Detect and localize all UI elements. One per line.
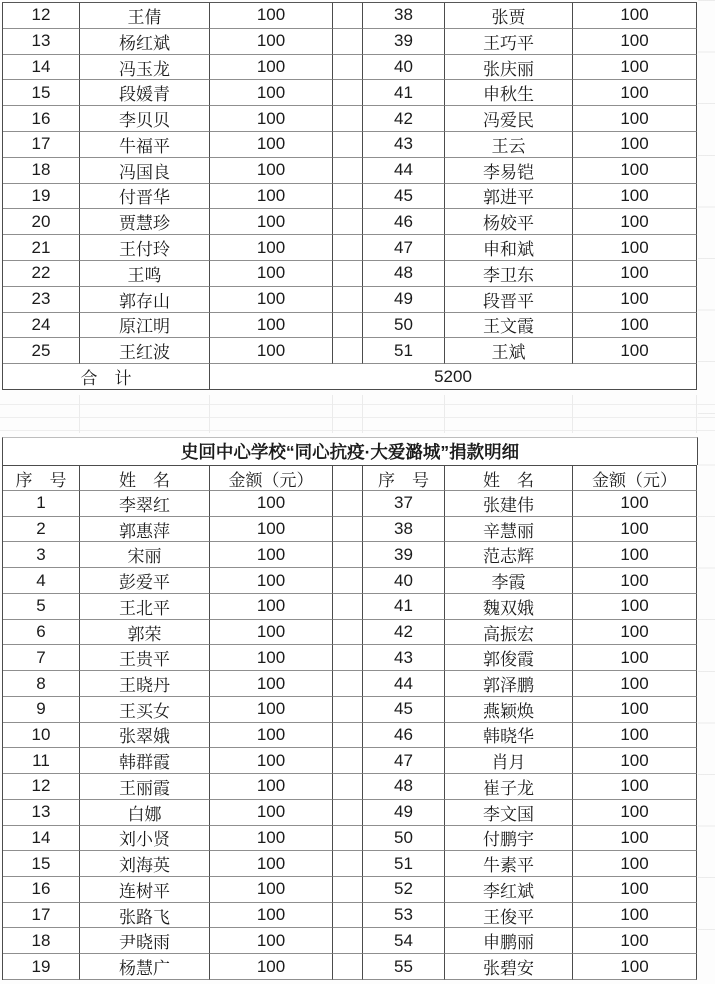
serial-cell-right: 54 [363, 928, 445, 954]
amount-cell-left: 100 [210, 132, 333, 158]
column-gap-cell [333, 620, 363, 646]
amount-cell-right: 100 [573, 954, 697, 980]
amount-cell-left: 100 [210, 209, 333, 235]
column-gap-cell [333, 80, 363, 106]
column-gap-cell [333, 877, 363, 903]
name-cell-right: 王斌 [445, 338, 573, 364]
amount-cell-right: 100 [573, 80, 697, 106]
serial-cell-left: 12 [3, 3, 80, 29]
donation-table-top [2, 2, 697, 390]
right-margin-strip [698, 0, 715, 984]
serial-cell-right: 38 [363, 517, 445, 543]
serial-cell-right: 40 [363, 55, 445, 81]
name-cell-left: 李翠红 [80, 491, 210, 517]
amount-cell-left: 100 [210, 645, 333, 671]
name-cell-left: 郭惠萍 [80, 517, 210, 543]
faint-gridline [444, 395, 445, 433]
serial-cell-left: 16 [3, 106, 80, 132]
serial-cell-left: 2 [3, 517, 80, 543]
serial-cell-right: 43 [363, 132, 445, 158]
column-gap-cell [333, 774, 363, 800]
serial-cell-right: 51 [363, 851, 445, 877]
amount-cell-left: 100 [210, 106, 333, 132]
serial-cell-left: 3 [3, 542, 80, 568]
amount-cell-right: 100 [573, 697, 697, 723]
header-name-right: 姓 名 [445, 465, 573, 491]
amount-cell-left: 100 [210, 338, 333, 364]
serial-cell-left: 25 [3, 338, 80, 364]
amount-cell-right: 100 [573, 620, 697, 646]
amount-cell-left: 100 [210, 748, 333, 774]
table-row [3, 620, 697, 646]
name-cell-right: 王巧平 [445, 29, 573, 55]
table-row [3, 55, 697, 81]
name-cell-left: 郭荣 [80, 620, 210, 646]
column-gap-cell [333, 826, 363, 852]
table-row [3, 261, 697, 287]
serial-cell-left: 10 [3, 723, 80, 749]
serial-cell-right: 40 [363, 568, 445, 594]
serial-cell-right: 44 [363, 158, 445, 184]
name-cell-right: 李卫东 [445, 261, 573, 287]
name-cell-left: 付晋华 [80, 184, 210, 210]
table-row [3, 3, 697, 29]
name-cell-right: 韩晓华 [445, 723, 573, 749]
amount-cell-left: 100 [210, 29, 333, 55]
amount-cell-right: 100 [573, 106, 697, 132]
amount-cell-right: 100 [573, 928, 697, 954]
table-row [3, 723, 697, 749]
donation-table-bottom-body [3, 491, 697, 980]
amount-cell-left: 100 [210, 158, 333, 184]
serial-cell-right: 43 [363, 645, 445, 671]
header-gap-cell [333, 465, 363, 491]
name-cell-right: 李易铠 [445, 158, 573, 184]
serial-cell-left: 12 [3, 774, 80, 800]
table-row [3, 697, 697, 723]
amount-cell-left: 100 [210, 826, 333, 852]
amount-cell-right: 100 [573, 184, 697, 210]
name-cell-left: 张路飞 [80, 903, 210, 929]
amount-cell-left: 100 [210, 723, 333, 749]
amount-cell-right: 100 [573, 235, 697, 261]
amount-cell-right: 100 [573, 313, 697, 339]
table-row [3, 235, 697, 261]
column-gap-cell [333, 313, 363, 339]
amount-cell-right: 100 [573, 671, 697, 697]
serial-cell-right: 41 [363, 80, 445, 106]
table-title: 史回中心学校“同心抗疫·大爱潞城”捐款明细 [2, 437, 698, 465]
amount-cell-left: 100 [210, 620, 333, 646]
header-serial-right: 序 号 [363, 465, 445, 491]
table-row [3, 80, 697, 106]
serial-cell-right: 41 [363, 594, 445, 620]
column-gap-cell [333, 723, 363, 749]
name-cell-left: 宋丽 [80, 542, 210, 568]
table-row [3, 594, 697, 620]
column-gap-cell [333, 671, 363, 697]
donation-table-top-body [3, 3, 697, 364]
amount-cell-left: 100 [210, 517, 333, 543]
name-cell-left: 王丽霞 [80, 774, 210, 800]
amount-cell-left: 100 [210, 800, 333, 826]
serial-cell-left: 14 [3, 826, 80, 852]
table-row [3, 184, 697, 210]
table-row [3, 645, 697, 671]
between-tables-band [0, 391, 715, 437]
serial-cell-left: 6 [3, 620, 80, 646]
name-cell-left: 王北平 [80, 594, 210, 620]
table-row [3, 313, 697, 339]
serial-cell-right: 49 [363, 800, 445, 826]
amount-cell-right: 100 [573, 517, 697, 543]
table-row [3, 338, 697, 364]
amount-cell-right: 100 [573, 261, 697, 287]
serial-cell-left: 24 [3, 313, 80, 339]
amount-cell-left: 100 [210, 235, 333, 261]
table-row [3, 671, 697, 697]
serial-cell-left: 14 [3, 55, 80, 81]
name-cell-right: 申和斌 [445, 235, 573, 261]
serial-cell-right: 47 [363, 235, 445, 261]
serial-cell-right: 46 [363, 723, 445, 749]
serial-cell-right: 44 [363, 671, 445, 697]
column-gap-cell [333, 29, 363, 55]
name-cell-right: 李霞 [445, 568, 573, 594]
amount-cell-right: 100 [573, 338, 697, 364]
faint-gridline [332, 395, 333, 433]
name-cell-left: 原江明 [80, 313, 210, 339]
name-cell-right: 付鹏宇 [445, 826, 573, 852]
table-row [3, 491, 697, 517]
name-cell-left: 王付玲 [80, 235, 210, 261]
serial-cell-right: 50 [363, 313, 445, 339]
table-row [3, 748, 697, 774]
serial-cell-right: 47 [363, 748, 445, 774]
name-cell-right: 张庆丽 [445, 55, 573, 81]
amount-cell-left: 100 [210, 903, 333, 929]
amount-cell-right: 100 [573, 903, 697, 929]
name-cell-left: 王倩 [80, 3, 210, 29]
table-row [3, 106, 697, 132]
name-cell-left: 连树平 [80, 877, 210, 903]
amount-cell-right: 100 [573, 826, 697, 852]
table-row [3, 29, 697, 55]
column-gap-cell [333, 287, 363, 313]
name-cell-right: 牛素平 [445, 851, 573, 877]
serial-cell-left: 18 [3, 928, 80, 954]
column-gap-cell [333, 903, 363, 929]
table-row [3, 287, 697, 313]
serial-cell-left: 5 [3, 594, 80, 620]
name-cell-left: 刘小贤 [80, 826, 210, 852]
amount-cell-left: 100 [210, 671, 333, 697]
serial-cell-left: 8 [3, 671, 80, 697]
amount-cell-right: 100 [573, 568, 697, 594]
amount-cell-right: 100 [573, 491, 697, 517]
faint-gridline [0, 430, 715, 431]
serial-cell-left: 15 [3, 851, 80, 877]
serial-cell-right: 45 [363, 184, 445, 210]
amount-cell-left: 100 [210, 568, 333, 594]
column-gap-cell [333, 928, 363, 954]
header-amount-right: 金额（元） [573, 465, 697, 491]
table-row [3, 954, 697, 980]
column-gap-cell [333, 184, 363, 210]
amount-cell-left: 100 [210, 3, 333, 29]
amount-cell-right: 100 [573, 55, 697, 81]
table-row [3, 132, 697, 158]
name-cell-left: 尹晓雨 [80, 928, 210, 954]
amount-cell-right: 100 [573, 542, 697, 568]
name-cell-right: 燕颖焕 [445, 697, 573, 723]
table-row [3, 568, 697, 594]
amount-cell-left: 100 [210, 55, 333, 81]
name-cell-left: 郭存山 [80, 287, 210, 313]
name-cell-right: 魏双娥 [445, 594, 573, 620]
name-cell-right: 崔子龙 [445, 774, 573, 800]
serial-cell-left: 22 [3, 261, 80, 287]
serial-cell-left: 15 [3, 80, 80, 106]
name-cell-left: 刘海英 [80, 851, 210, 877]
amount-cell-left: 100 [210, 261, 333, 287]
faint-gridline [362, 395, 363, 433]
serial-cell-right: 49 [363, 287, 445, 313]
serial-cell-right: 46 [363, 209, 445, 235]
name-cell-left: 杨慧广 [80, 954, 210, 980]
column-gap-cell [333, 568, 363, 594]
serial-cell-left: 18 [3, 158, 80, 184]
column-gap-cell [333, 158, 363, 184]
faint-gridline [0, 404, 715, 405]
amount-cell-right: 100 [573, 851, 697, 877]
column-gap-cell [333, 55, 363, 81]
serial-cell-right: 53 [363, 903, 445, 929]
serial-cell-left: 11 [3, 748, 80, 774]
amount-cell-right: 100 [573, 287, 697, 313]
name-cell-left: 王晓丹 [80, 671, 210, 697]
amount-cell-left: 100 [210, 313, 333, 339]
amount-cell-left: 100 [210, 697, 333, 723]
faint-gridline [696, 395, 697, 433]
header-row [3, 465, 697, 491]
serial-cell-right: 51 [363, 338, 445, 364]
column-gap-cell [333, 645, 363, 671]
name-cell-right: 张建伟 [445, 491, 573, 517]
amount-cell-right: 100 [573, 723, 697, 749]
name-cell-left: 彭爱平 [80, 568, 210, 594]
name-cell-left: 王红波 [80, 338, 210, 364]
name-cell-left: 张翠娥 [80, 723, 210, 749]
column-gap-cell [333, 491, 363, 517]
column-gap-cell [333, 697, 363, 723]
serial-cell-right: 37 [363, 491, 445, 517]
serial-cell-right: 39 [363, 29, 445, 55]
donation-table-bottom [2, 465, 697, 980]
column-gap-cell [333, 132, 363, 158]
name-cell-right: 申秋生 [445, 80, 573, 106]
serial-cell-right: 38 [363, 3, 445, 29]
amount-cell-right: 100 [573, 774, 697, 800]
column-gap-cell [333, 954, 363, 980]
table-row [3, 542, 697, 568]
serial-cell-left: 4 [3, 568, 80, 594]
name-cell-left: 韩群霞 [80, 748, 210, 774]
amount-cell-right: 100 [573, 3, 697, 29]
serial-cell-left: 9 [3, 697, 80, 723]
amount-cell-right: 100 [573, 29, 697, 55]
serial-cell-left: 13 [3, 29, 80, 55]
serial-cell-right: 48 [363, 774, 445, 800]
column-gap-cell [333, 261, 363, 287]
serial-cell-right: 52 [363, 877, 445, 903]
name-cell-left: 白娜 [80, 800, 210, 826]
amount-cell-left: 100 [210, 594, 333, 620]
serial-cell-left: 7 [3, 645, 80, 671]
total-value-cell: 5200 [210, 364, 697, 390]
table-row [3, 209, 697, 235]
amount-cell-right: 100 [573, 158, 697, 184]
amount-cell-right: 100 [573, 877, 697, 903]
serial-cell-right: 45 [363, 697, 445, 723]
amount-cell-left: 100 [210, 491, 333, 517]
amount-cell-right: 100 [573, 748, 697, 774]
serial-cell-left: 19 [3, 954, 80, 980]
serial-cell-left: 17 [3, 132, 80, 158]
name-cell-right: 王云 [445, 132, 573, 158]
table-row [3, 800, 697, 826]
column-gap-cell [333, 3, 363, 29]
column-gap-cell [333, 517, 363, 543]
amount-cell-left: 100 [210, 774, 333, 800]
serial-cell-left: 20 [3, 209, 80, 235]
serial-cell-right: 39 [363, 542, 445, 568]
table-row [3, 517, 697, 543]
name-cell-right: 李红斌 [445, 877, 573, 903]
name-cell-left: 王鸣 [80, 261, 210, 287]
serial-cell-left: 23 [3, 287, 80, 313]
name-cell-right: 王文霞 [445, 313, 573, 339]
faint-gridline [0, 417, 715, 418]
amount-cell-right: 100 [573, 645, 697, 671]
name-cell-right: 郭进平 [445, 184, 573, 210]
amount-cell-left: 100 [210, 877, 333, 903]
name-cell-left: 王贵平 [80, 645, 210, 671]
serial-cell-left: 17 [3, 903, 80, 929]
serial-cell-left: 16 [3, 877, 80, 903]
column-gap-cell [333, 800, 363, 826]
name-cell-right: 杨姣平 [445, 209, 573, 235]
name-cell-right: 郭俊霞 [445, 645, 573, 671]
column-gap-cell [333, 209, 363, 235]
amount-cell-left: 100 [210, 184, 333, 210]
serial-cell-right: 55 [363, 954, 445, 980]
amount-cell-right: 100 [573, 594, 697, 620]
amount-cell-left: 100 [210, 928, 333, 954]
total-row [3, 364, 697, 390]
column-gap-cell [333, 338, 363, 364]
amount-cell-right: 100 [573, 132, 697, 158]
table-row [3, 158, 697, 184]
name-cell-left: 杨红斌 [80, 29, 210, 55]
name-cell-left: 冯玉龙 [80, 55, 210, 81]
amount-cell-left: 100 [210, 954, 333, 980]
table-row [3, 903, 697, 929]
name-cell-left: 李贝贝 [80, 106, 210, 132]
column-gap-cell [333, 748, 363, 774]
name-cell-right: 张贾 [445, 3, 573, 29]
name-cell-right: 段晋平 [445, 287, 573, 313]
faint-gridline [572, 395, 573, 433]
table-row [3, 826, 697, 852]
header-name-left: 姓 名 [80, 465, 210, 491]
name-cell-left: 王买女 [80, 697, 210, 723]
name-cell-right: 冯爱民 [445, 106, 573, 132]
name-cell-right: 肖月 [445, 748, 573, 774]
serial-cell-left: 19 [3, 184, 80, 210]
serial-cell-left: 13 [3, 800, 80, 826]
name-cell-right: 高振宏 [445, 620, 573, 646]
name-cell-left: 贾慧珍 [80, 209, 210, 235]
table-row [3, 774, 697, 800]
amount-cell-left: 100 [210, 542, 333, 568]
serial-cell-left: 21 [3, 235, 80, 261]
table-row [3, 851, 697, 877]
name-cell-left: 冯国良 [80, 158, 210, 184]
name-cell-right: 范志辉 [445, 542, 573, 568]
serial-cell-right: 50 [363, 826, 445, 852]
column-gap-cell [333, 106, 363, 132]
header-amount-left: 金额（元） [210, 465, 333, 491]
amount-cell-right: 100 [573, 209, 697, 235]
table-row [3, 877, 697, 903]
column-gap-cell [333, 851, 363, 877]
faint-gridline [79, 395, 80, 433]
name-cell-right: 申鹏丽 [445, 928, 573, 954]
name-cell-right: 辛慧丽 [445, 517, 573, 543]
table-row [3, 928, 697, 954]
name-cell-left: 段媛青 [80, 80, 210, 106]
faint-gridline [209, 395, 210, 433]
name-cell-left: 牛福平 [80, 132, 210, 158]
column-gap-cell [333, 594, 363, 620]
total-label-cell: 合 计 [3, 364, 210, 390]
amount-cell-left: 100 [210, 80, 333, 106]
header-serial-left: 序 号 [3, 465, 80, 491]
amount-cell-left: 100 [210, 287, 333, 313]
amount-cell-left: 100 [210, 851, 333, 877]
serial-cell-right: 48 [363, 261, 445, 287]
serial-cell-left: 1 [3, 491, 80, 517]
column-gap-cell [333, 542, 363, 568]
name-cell-right: 王俊平 [445, 903, 573, 929]
amount-cell-right: 100 [573, 800, 697, 826]
name-cell-right: 李文国 [445, 800, 573, 826]
serial-cell-right: 42 [363, 620, 445, 646]
name-cell-right: 张碧安 [445, 954, 573, 980]
name-cell-right: 郭泽鹏 [445, 671, 573, 697]
bottom-margin [0, 980, 715, 984]
column-gap-cell [333, 235, 363, 261]
serial-cell-right: 42 [363, 106, 445, 132]
